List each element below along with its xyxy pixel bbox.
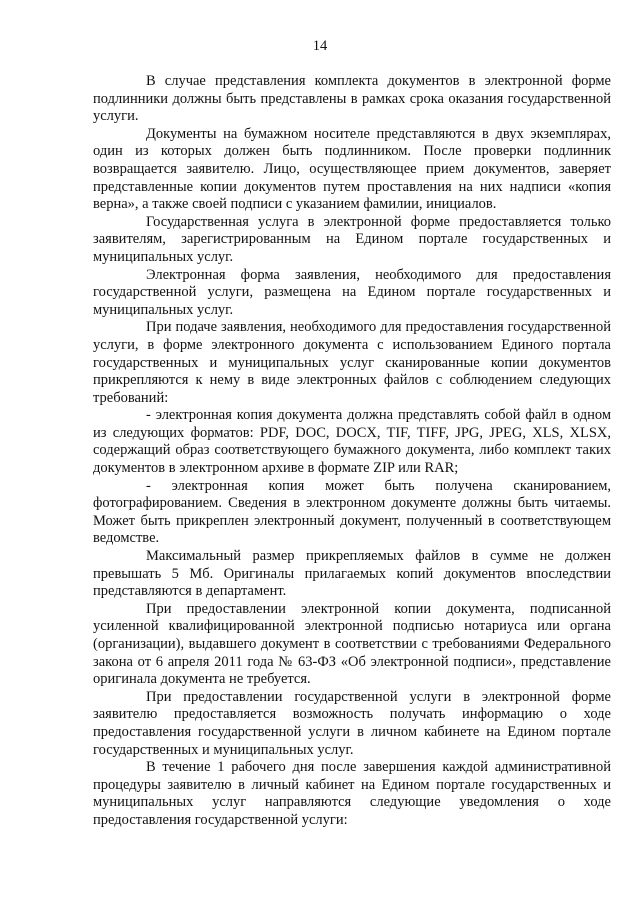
paragraph-status-tracking: При предоставлении государственной услуги в электронной форме заявителю предоставляется возможность получать информацию о ходе предоставления государственной услуги в личном кабинете на Едином портале государственных и муниципальных услуг. <box>93 688 611 758</box>
list-item-scanning: - электронная копия может быть получена сканированием, фотографированием. Сведения в электронном документе должны быть читаемы. Может быть прикреплен электронный документ, полученный в соответствующем ведомстве. <box>93 477 611 547</box>
paragraph-qualified-signature: При предоставлении электронной копии документа, подписанной усиленной квалифицированной электронной подписью нотариуса или органа (организации), выдавшего документ в соответствии с требованиями Федерального закона от 6 апреля 2011 года № 63-ФЗ «Об электронной подписи», представление оригинала документа не требуется. <box>93 600 611 688</box>
paragraph-attachment-requirements: При подаче заявления, необходимого для предоставления государственной услуги, в форме электронного документа с использованием Единого портала государственных и муниципальных услуг сканированные копии документов прикрепляются к нему в виде электронных файлов с соблюдением следующих требований: <box>93 319 611 406</box>
list-item-file-formats: - электронная копия документа должна представлять собой файл в одном из следующих форматов: PDF, DOC, DOCX, TIF, TIFF, JPG, JPEG, XLS, XLSX, содержащий образ соответствующего бумажного документа, либо комплект таких документов в электронном архиве в формате ZIP или RAR; <box>93 407 611 477</box>
paragraph-electronic-submission-originals: В случае представления комплекта документов в электронной форме подлинники должны быть представлены в рамках срока оказания государственной услуги. <box>93 73 611 125</box>
page-number: 14 <box>312 38 328 54</box>
paragraph-electronic-form-location: Электронная форма заявления, необходимого для предоставления государственной услуги, размещена на Едином портале государственных и муниципальных услуг. <box>93 266 611 318</box>
paragraph-registered-applicants: Государственная услуга в электронной форме предоставляется только заявителям, зарегистрированным на Едином портале государственных и муниципальных услуг. <box>93 213 611 265</box>
paragraph-notifications: В течение 1 рабочего дня после завершения каждой административной процедуры заявителю в личный кабинет на Едином портале государственных и муниципальных услуг направляются следующие уведомления о ходе предоставления государственной услуги: <box>93 759 611 828</box>
paragraph-paper-documents: Документы на бумажном носителе представляются в двух экземплярах, один из которых должен быть подлинником. После проверки подлинник возвращается заявителю. Лицо, осуществляющее прием документов, заверяет представленные копии документов путем проставления на них надписи «копия верна», а также своей подписи с указанием фамилии, инициалов. <box>93 125 611 213</box>
paragraph-max-file-size: Максимальный размер прикрепляемых файлов в сумме не должен превышать 5 Мб. Оригиналы прилагаемых копий документов впоследствии представляются в департамент. <box>93 548 611 600</box>
page-body <box>93 73 611 830</box>
